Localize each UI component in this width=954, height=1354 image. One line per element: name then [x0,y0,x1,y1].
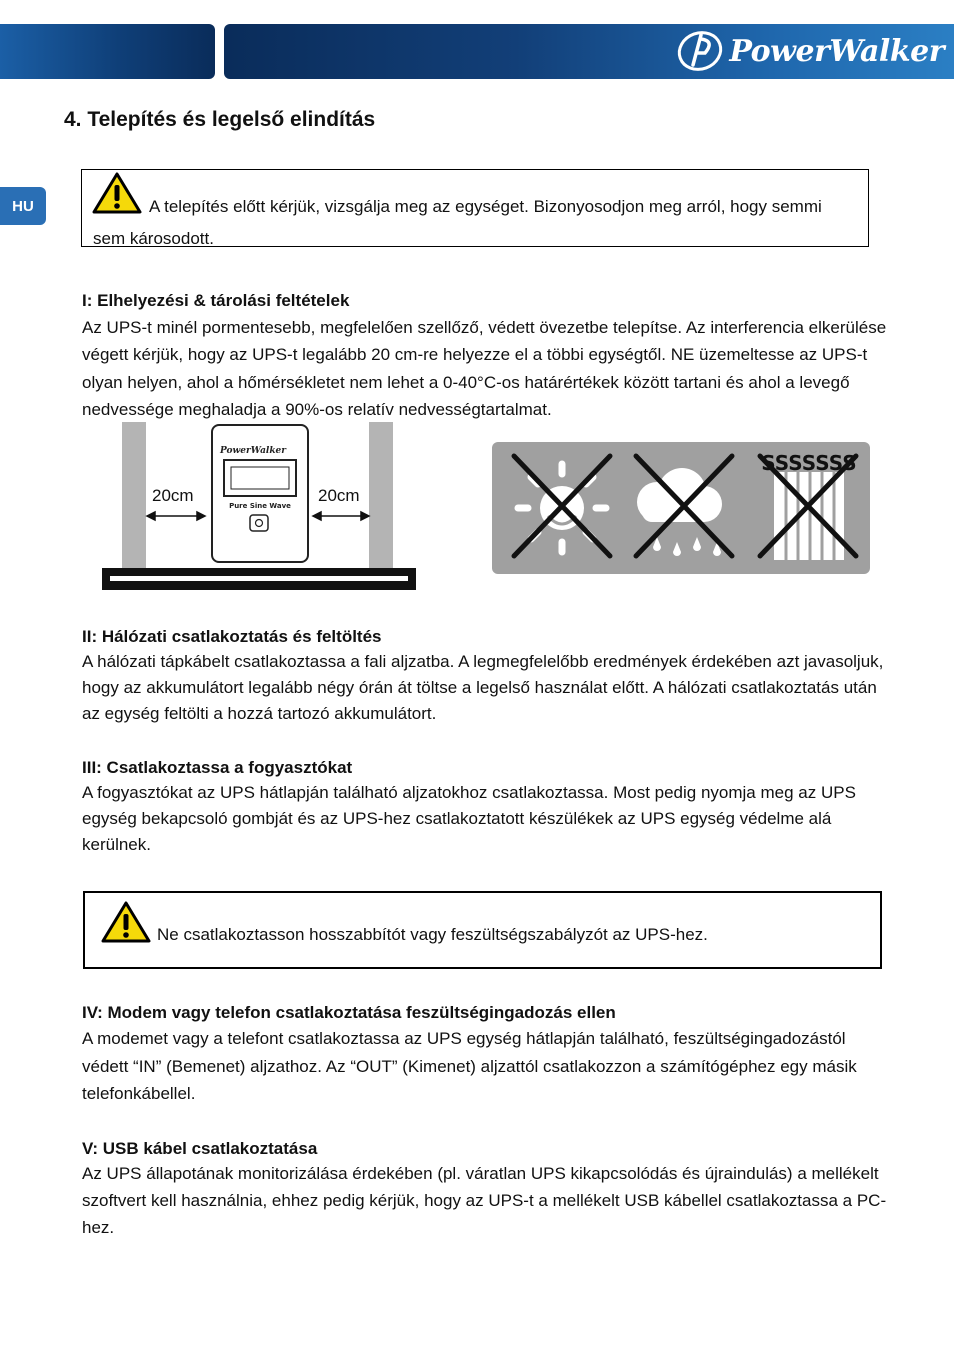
section-body: A modemet vagy a telefont csatlakoztassa az UPS egység hátlapján található, feszültségingadozástól védett “IN” (Bemenet) aljzathoz. Az “OUT” (Kimenet) aljzattól csatlakozzon a számítógéphez egy másik telefonkábellel. [82,1029,857,1103]
section-heading: IV: Modem vagy telefon csatlakoztatása feszültségingadozás ellen [82,1003,616,1022]
warning-box [81,169,869,247]
right-wall [369,422,393,570]
ups-brand-label: PowerWalker [220,446,287,456]
section-body: A fogyasztókat az UPS hátlapján található aljzatokhoz csatlakoztassa. Most pedig nyomja meg az UPS egység bekapcsoló gombját és az UPS-hez csatlakoztatott készülékek az UPS egység védelme alá kerülnek. [82,783,856,855]
section-heading: II: Hálózati csatlakoztatás és feltöltés [82,627,382,646]
power-icon [250,515,268,531]
ups-clearance-figure [100,422,420,594]
section-body: Az UPS állapotának monitorizálása érdekében (pl. váratlan UPS kikapcsolódás és újraindulás) a mellékelt szoftvert kell használnia, ehhez pedig kérjük, hogy az UPS-t a mellékelt USB kábellel csatlakoztassa a PC-hez. [82,1164,887,1237]
right-arrow [313,512,369,520]
warning-text: A telepítés előtt kérjük, vizsgálja meg az egységet. Bizonyosodjon meg arról, hogy semmi sem károsodott. [93,197,822,248]
header-bar-left [0,24,215,79]
section-heading: I: Elhelyezési & tárolási feltételek [82,291,350,310]
section-heading: III: Csatlakoztassa a fogyasztókat [82,758,353,777]
warning-text: Ne csatlakoztasson hosszabbítót vagy feszültségszabályzót az UPS-hez. [157,925,708,944]
section-heading: V: USB kábel csatlakoztatása [82,1139,318,1158]
brand-logo-icon [675,29,725,73]
environment-warning-figure [492,442,872,576]
brand-name: PowerWalker [729,33,944,69]
brand-logo [675,28,944,74]
section-body: A hálózati tápkábelt csatlakoztassa a fali aljzatba. A legmegfelelőbb eredmények érdekében azt javasoljuk, hogy az akkumulátort legalább négy órán át töltse a legelső használat előtt. A hálózati csatlakoztatás után az egység feltölti a hozzá tartozó akkumulátort. [82,652,884,724]
heat-waves: SSSSSSS [761,451,857,475]
section-loads [82,757,887,859]
section-modem [82,1002,887,1108]
page-title: 4. Telepítés és legelső elindítás [64,108,376,131]
header-bar-right [224,24,954,79]
section-placement [82,290,887,423]
section-usb [82,1138,887,1241]
section-body: Az UPS-t minél pormentesebb, megfelelően szellőző, védett övezetbe telepítse. Az interferencia elkerülése végett kérjük, hogy az UPS-t legalább 20 cm-re helyezze el a többi egységtől. NE üzemeltesse az UPS-t olyan helyen, ahol a hőmérsékletet nem lehet a 0-40°C-os határértékek között tartani és ahol a levegő nedvessége meghaladja a 90%-os relatív nedvességtartalmat. [82,318,887,419]
warning-icon [101,901,151,943]
ups-model-label: Pure Sine Wave [229,502,291,510]
right-distance-label: 20cm [318,486,360,505]
section-connection [82,626,887,728]
language-tab[interactable]: HU [0,187,46,225]
left-distance-label: 20cm [152,486,194,505]
left-arrow [147,512,205,520]
warning-box [83,891,882,969]
left-wall [122,422,146,570]
